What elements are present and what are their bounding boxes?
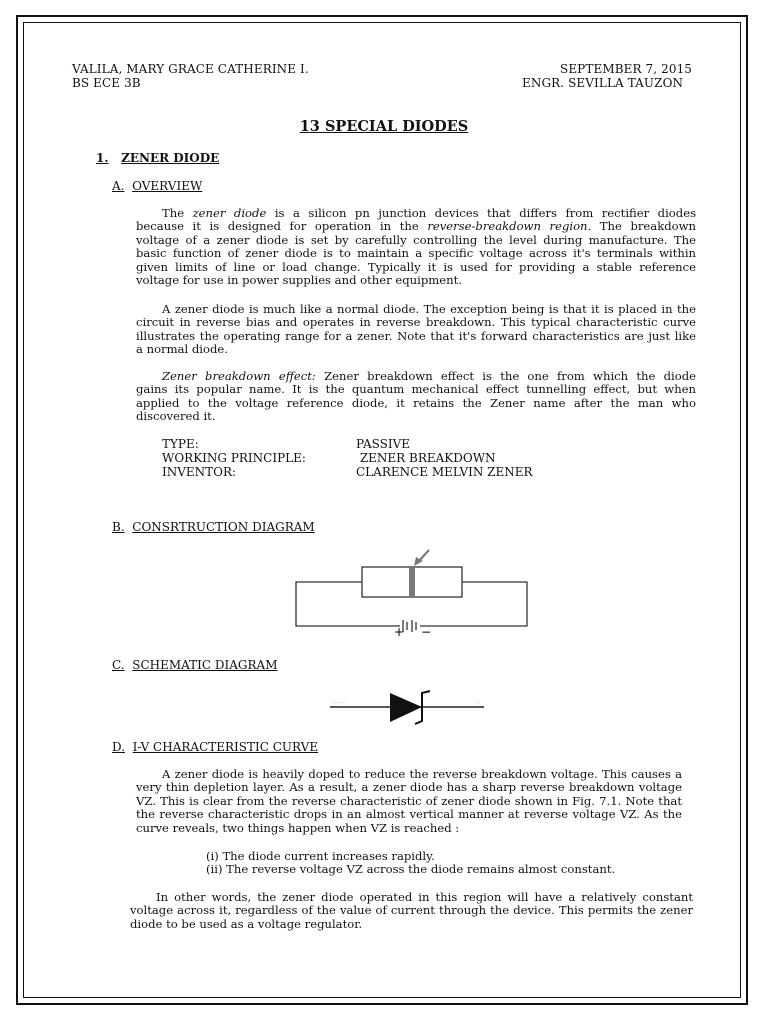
paragraph-line: The zener diode is a silicon pn junction devices that differs from rectifier diodes: [162, 206, 697, 220]
battery-plus-label: +: [394, 625, 405, 639]
subsection-letter: D.: [112, 740, 126, 754]
overview-paragraph-3: [136, 370, 696, 424]
spec-value-inventor: CLARENCE MELVIN ZENER: [356, 465, 533, 479]
instructor-name: ENGR. SEVILLA TAUZON: [522, 76, 684, 90]
anode-mark: · · · · · ·: [332, 700, 346, 705]
course-section: BS ECE 3B: [72, 76, 141, 90]
iv-paragraph-2: [130, 891, 693, 931]
spec-label: INVENTOR:: [162, 465, 237, 479]
paragraph-line: applied to the voltage reference diode, it retains the Zener name after the man who: [136, 395, 696, 410]
cathode-mark: · ·: [476, 700, 480, 705]
document-date: SEPTEMBER 7, 2015: [560, 62, 693, 76]
subsection-heading-schematic: [112, 658, 277, 672]
paragraph-line: voltage of a zener diode is set by carefully controlling the level during manufacture. The: [136, 232, 696, 247]
paragraph-line: diode to be used as a voltage regulator.: [130, 916, 363, 931]
section-title: ZENER DIODE: [121, 151, 220, 165]
overview-paragraph-1: [136, 207, 696, 287]
subsection-title: OVERVIEW: [132, 179, 203, 193]
spec-row-working-principle: [162, 452, 306, 466]
battery-minus-label: −: [421, 625, 432, 639]
section-heading-zener-diode: [96, 151, 219, 165]
spec-value-working-principle: ZENER BREAKDOWN: [356, 451, 496, 465]
spec-row-type: [162, 438, 199, 452]
paragraph-line: curve reveals, two things happen when VZ is reached :: [136, 820, 460, 835]
iv-paragraph-1: [136, 768, 682, 835]
paragraph-line: VZ. This is clear from the reverse characteristic of zener diode shown in Fig. 7.1. Note that: [136, 793, 682, 808]
junction-arrow-icon: [414, 550, 429, 566]
document-title: 13 SPECIAL DIODES: [299, 118, 469, 135]
diode-triangle: [390, 693, 422, 722]
construction-diagram: [290, 545, 530, 640]
zener-schematic-symbol: [326, 688, 488, 728]
subsection-title: SCHEMATIC DIAGRAM: [132, 658, 278, 672]
overview-paragraph-2: [136, 303, 696, 357]
iv-list-item-1: (i) The diode current increases rapidly.: [206, 849, 435, 863]
subsection-heading-construction: [112, 520, 315, 534]
paragraph-line: very thin depletion layer. As a result, a zener diode has a sharp reverse breakdown voltage: [136, 780, 682, 795]
subsection-heading-overview: [112, 179, 202, 193]
section-number: 1.: [96, 151, 109, 165]
subsection-letter: A.: [112, 179, 125, 193]
paragraph-line: discovered it.: [136, 409, 216, 424]
paragraph-line: given limits of line or load change. Typically it is used for providing a stable reference: [136, 259, 696, 274]
subsection-title: CONSRTRUCTION DIAGRAM: [132, 520, 315, 534]
subsection-letter: C.: [112, 658, 125, 672]
spec-value-type: PASSIVE: [356, 437, 411, 451]
subsection-title: I-V CHARACTERISTIC CURVE: [132, 740, 319, 754]
paragraph-line: illustrates the operating range for a zener. Note that it's forward characteristics are just like: [136, 328, 696, 343]
paragraph-line: a normal diode.: [136, 342, 228, 357]
paragraph-line: gains its popular name. It is the quantum mechanical effect tunnelling effect, but when: [136, 382, 696, 397]
paragraph-line: the reverse characteristic drops in an almost vertical manner at reverse voltage VZ. As the: [136, 807, 682, 822]
paragraph-line: voltage across it, regardless of the value of current through the device. This permits the zener: [130, 903, 693, 918]
paragraph-line: because it is designed for operation in the reverse-breakdown region. The breakdown: [136, 219, 697, 234]
spec-label: WORKING PRINCIPLE:: [162, 451, 306, 465]
paragraph-line: A zener diode is heavily doped to reduce the reverse breakdown voltage. This causes a: [162, 767, 682, 781]
paragraph-line: A zener diode is much like a normal diode. The exception being is that it is placed in the: [162, 302, 696, 316]
spec-label: TYPE:: [162, 437, 199, 451]
spec-row-inventor: [162, 466, 236, 480]
paragraph-line: circuit in reverse bias and operates in reverse breakdown. This typical characteristic curve: [136, 315, 696, 330]
subsection-letter: B.: [112, 520, 125, 534]
paragraph-line: voltage for use in power supplies and other equipment.: [136, 273, 462, 288]
battery-icon: [403, 620, 416, 632]
paragraph-line: basic function of zener diode is to maintain a specific voltage across it's terminals within: [136, 246, 696, 261]
pn-junction-band: [409, 567, 415, 597]
paragraph-line: In other words, the zener diode operated in this region will have a relatively constant: [156, 890, 693, 904]
iv-list-item-2: (ii) The reverse voltage VZ across the diode remains almost constant.: [206, 862, 616, 876]
author-name: VALILA, MARY GRACE CATHERINE I.: [72, 62, 309, 76]
paragraph-line: Zener breakdown effect: Zener breakdown effect is the one from which the diode: [162, 369, 696, 383]
subsection-heading-iv-curve: [112, 740, 318, 754]
